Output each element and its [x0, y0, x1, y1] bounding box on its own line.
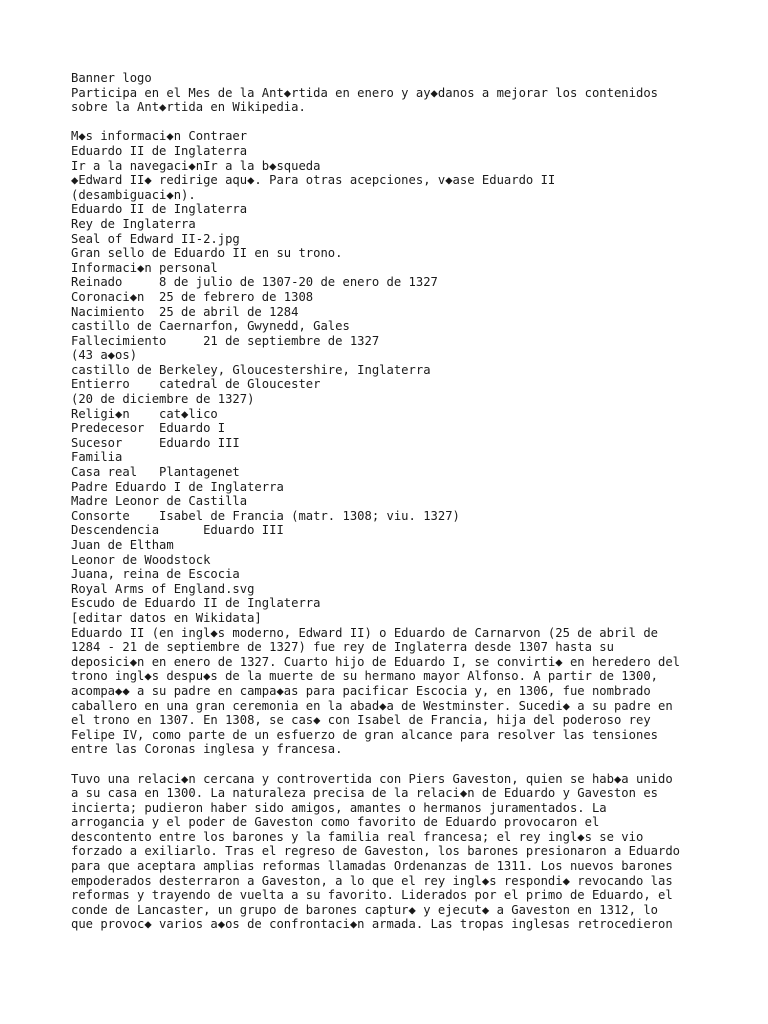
text-line: deposici◆n en enero de 1327. Cuarto hijo de Eduardo I, se convirti◆ en heredero del	[71, 654, 681, 669]
text-line: Juana, reina de Escocia	[71, 567, 240, 582]
text-line: (43 a◆os)	[71, 348, 138, 363]
text-line: que provoc◆ varios a◆os de confrontaci◆n armada. Las tropas inglesas retrocedieron	[71, 917, 673, 932]
text-line: castillo de Berkeley, Gloucestershire, Inglaterra	[71, 362, 431, 377]
text-line: Participa en el Mes de la Ant◆rtida en enero y ay◆danos a mejorar los contenidos	[71, 85, 658, 100]
text-line: forzado a exiliarlo. Tras el regreso de Gaveston, los barones presionaron a Eduardo	[71, 844, 681, 859]
text-line: el trono en 1307. En 1308, se cas◆ con Isabel de Francia, hija del poderoso rey	[71, 713, 651, 728]
text-line: (20 de diciembre de 1327)	[71, 392, 255, 407]
text-line: Escudo de Eduardo II de Inglaterra	[71, 596, 321, 611]
text-line: Eduardo II de Inglaterra	[71, 202, 248, 217]
text-line: Entierro catedral de Gloucester	[71, 377, 321, 392]
text-line: Descendencia Eduardo III	[71, 523, 284, 538]
text-line: descontento entre los barones y la familia real francesa; el rey ingl◆s se vio	[71, 829, 644, 844]
text-line: ◆Edward II◆ redirige aqu◆. Para otras acepciones, v◆ase Eduardo II	[71, 173, 556, 188]
text-line: Fallecimiento 21 de septiembre de 1327	[71, 333, 380, 348]
text-line: Seal of Edward II-2.jpg	[71, 231, 240, 246]
text-line	[71, 115, 701, 130]
text-line: entre las Coronas inglesa y francesa.	[71, 742, 343, 757]
text-line: Religi◆n cat◆lico	[71, 406, 218, 421]
text-line: Juan de Eltham	[71, 538, 174, 552]
text-line: Coronaci◆n 25 de febrero de 1308	[71, 289, 314, 304]
text-line: Eduardo II (en ingl◆s moderno, Edward II) o Eduardo de Carnarvon (25 de abril de	[71, 625, 658, 640]
text-line: Predecesor Eduardo I	[71, 421, 226, 436]
text-line: incierta; pudieron haber sido amigos, amantes o hermanos juramentados. La	[71, 800, 607, 815]
text-line: conde de Lancaster, un grupo de barones captur◆ y ejecut◆ a Gaveston en 1312, lo	[71, 902, 658, 917]
text-line: Consorte Isabel de Francia (matr. 1308; viu. 1327)	[71, 508, 460, 523]
text-line: 1284 - 21 de septiembre de 1327) fue rey de Inglaterra desde 1307 hasta su	[71, 640, 614, 655]
text-line: Padre Eduardo I de Inglaterra	[71, 479, 284, 494]
text-line	[71, 757, 701, 772]
text-line: sobre la Ant◆rtida en Wikipedia.	[71, 100, 306, 115]
document-text	[71, 71, 701, 932]
text-line: Informaci◆n personal	[71, 260, 218, 275]
text-line: reformas y trayendo de vuelta a su favorito. Liderados por el primo de Eduardo, el	[71, 888, 673, 903]
text-line: Felipe IV, como parte de un esfuerzo de gran alcance para resolver las tensiones	[71, 727, 658, 742]
text-line: trono ingl◆s despu◆s de la muerte de su hermano mayor Alfonso. A partir de 1300,	[71, 669, 658, 684]
text-line: Ir a la navegaci◆nIr a la b◆squeda	[71, 158, 321, 173]
text-line: Rey de Inglaterra	[71, 216, 196, 231]
text-line: [editar datos en Wikidata]	[71, 610, 262, 625]
text-line: Tuvo una relaci◆n cercana y controvertida con Piers Gaveston, quien se hab◆a unido	[71, 771, 673, 786]
text-line: Gran sello de Eduardo II en su trono.	[71, 246, 343, 261]
text-line: Casa real Plantagenet	[71, 465, 240, 480]
text-line: arrogancia y el poder de Gaveston como favorito de Eduardo provocaron el	[71, 815, 600, 830]
text-line: castillo de Caernarfon, Gwynedd, Gales	[71, 319, 350, 334]
text-line: Leonor de Woodstock	[71, 552, 211, 567]
text-line: Nacimiento 25 de abril de 1284	[71, 304, 299, 319]
text-line: Madre Leonor de Castilla	[71, 494, 248, 509]
text-line: M◆s informaci◆n Contraer	[71, 129, 248, 144]
text-line: (desambiguaci◆n).	[71, 187, 196, 202]
text-line: Royal Arms of England.svg	[71, 581, 255, 596]
text-line: a su casa en 1300. La naturaleza precisa de la relaci◆n de Eduardo y Gaveston es	[71, 786, 658, 801]
text-line: acompa◆◆ a su padre en campa◆as para pacificar Escocia y, en 1306, fue nombrado	[71, 683, 651, 698]
text-line: Eduardo II de Inglaterra	[71, 143, 248, 158]
text-line: Reinado 8 de julio de 1307-20 de enero de 1327	[71, 275, 438, 290]
text-line: para que aceptara amplias reformas llamadas Ordenanzas de 1311. Los nuevos barones	[71, 859, 673, 874]
text-line: caballero en una gran ceremonia en la abad◆a de Westminster. Sucedi◆ a su padre en	[71, 698, 673, 713]
text-line: Familia	[71, 450, 123, 465]
text-line: Sucesor Eduardo III	[71, 435, 240, 450]
text-line: empoderados desterraron a Gaveston, a lo que el rey ingl◆s respondi◆ revocando las	[71, 873, 673, 888]
text-line: Banner logo	[71, 71, 152, 85]
